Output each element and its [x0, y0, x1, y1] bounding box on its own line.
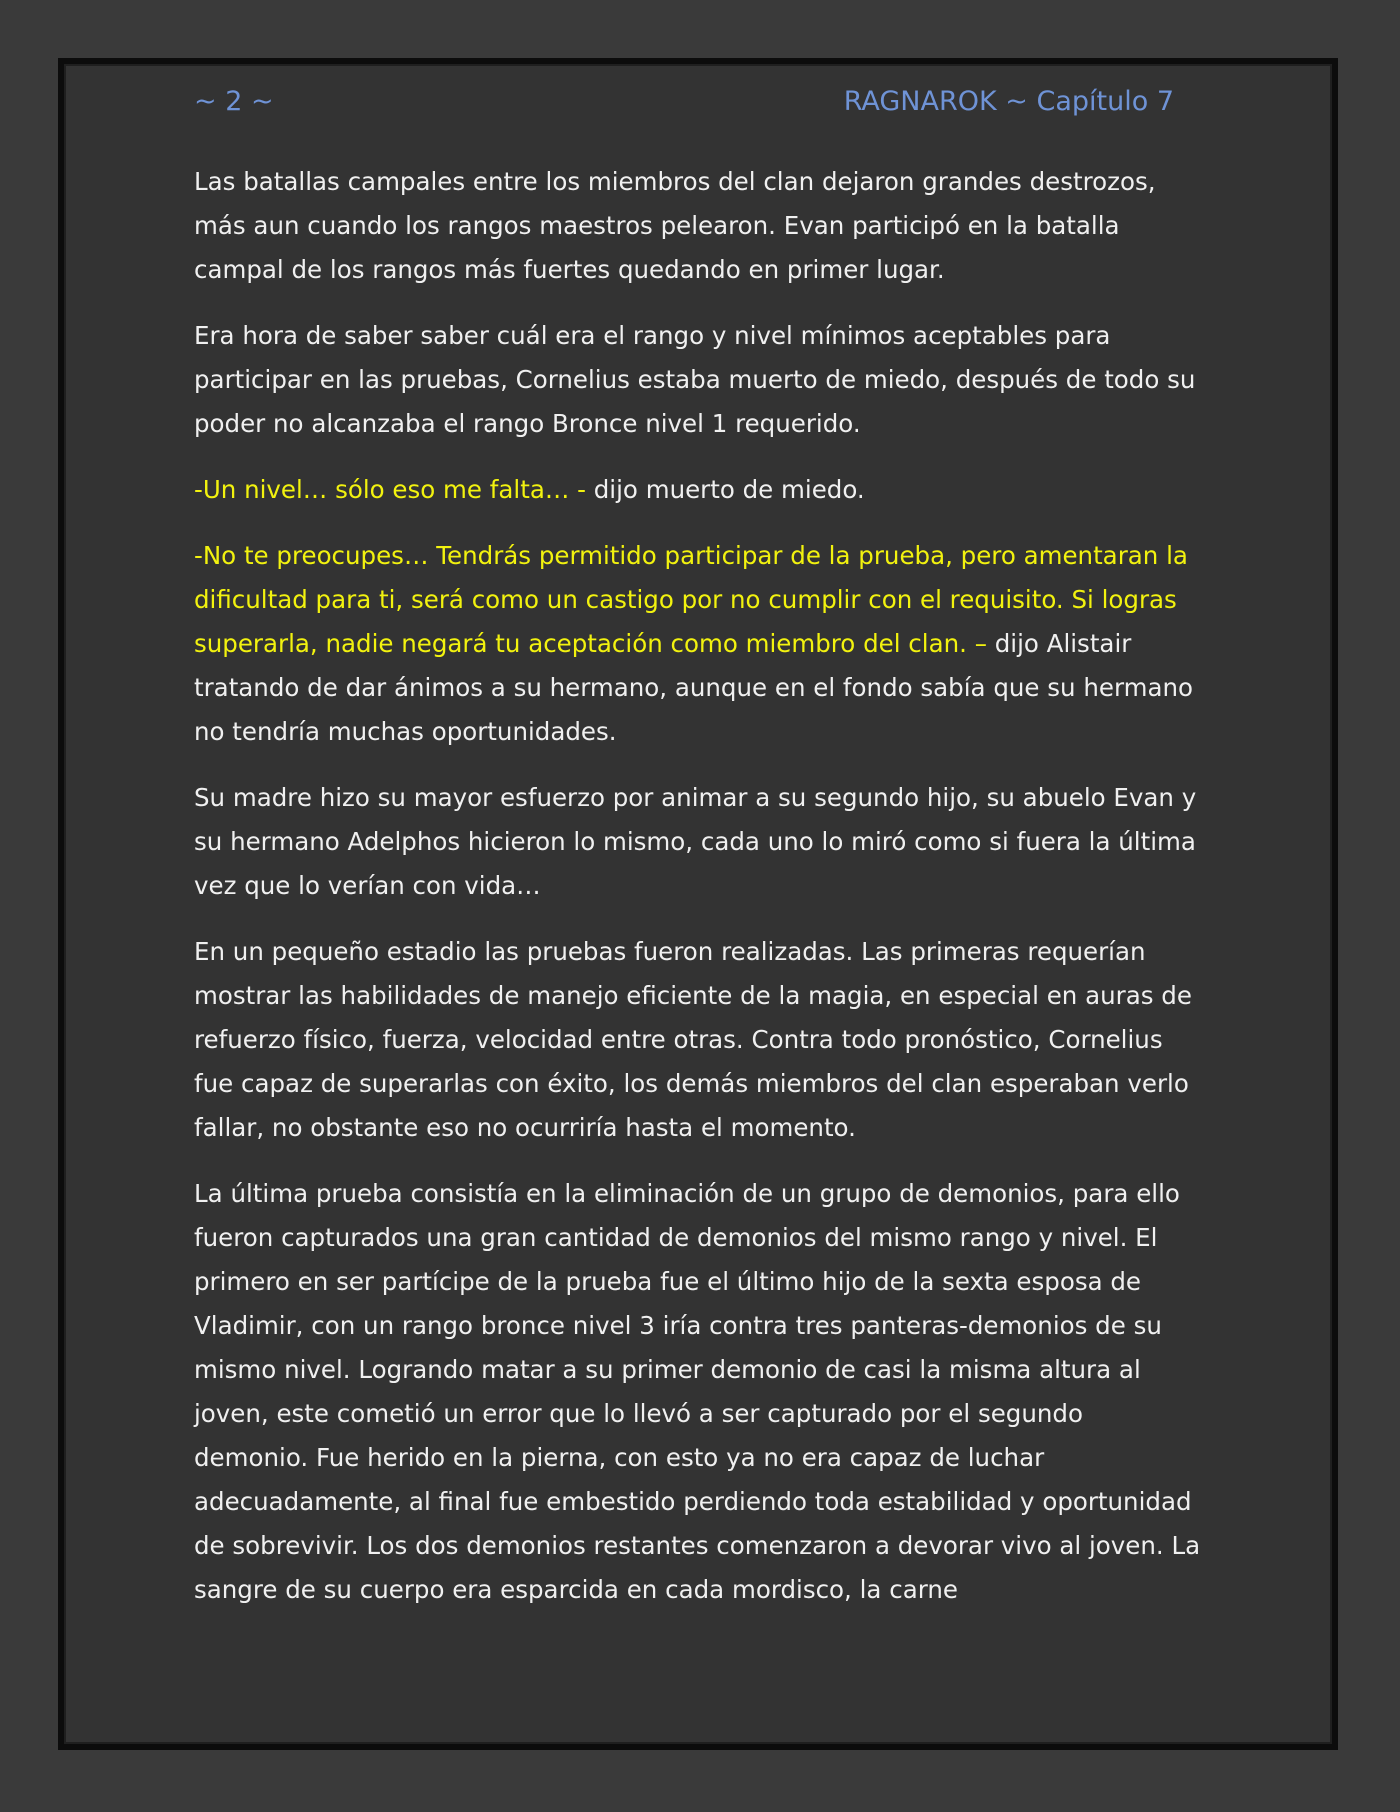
narration: La última prueba consistía en la eliminación de un grupo de demonios, para ello fueron capturados una gran cantidad de demonios del mismo rango y nivel. El primero en ser partícipe de la prueba fue el último hijo de la sexta esposa de Vladimir, con un rango bronce nivel 3 iría contra tres panteras-demonios de su mismo nivel. Logrando matar a su primer demonio de casi la misma altura al joven, este cometió un error que lo llevó a ser capturado por el segundo demonio. Fue herido en la pierna, con esto ya no era capaz de luchar adecuadamente, al final fue embestido perdiendo toda estabilidad y oportunidad de sobrevivir. Los dos demonios restantes comenzaron a devorar vivo al joven. La sangre de su cuerpo era esparcida en cada mordisco, la carne — [194, 1179, 1201, 1604]
running-title: RAGNAROK ~ Capítulo 7 — [843, 86, 1174, 117]
narration: Era hora de saber saber cuál era el rango y nivel mínimos aceptables para participar en las pruebas, Cornelius estaba muerto de miedo, después de todo su poder no alcanzaba el rango Bronce nivel 1 requerido. — [194, 321, 1196, 438]
paragraph-5 — [194, 776, 1204, 908]
dialogue: -Un nivel… sólo eso me falta… - — [194, 475, 586, 504]
paragraph-6 — [194, 930, 1204, 1150]
paragraph-1 — [194, 160, 1204, 292]
page-header — [194, 84, 1174, 120]
narration: En un pequeño estadio las pruebas fueron realizadas. Las primeras requerían mostrar las habilidades de manejo eficiente de la magia, en especial en auras de refuerzo físico, fuerza, velocidad entre otras. Contra todo pronóstico, Cornelius fue capaz de superarlas con éxito, los demás miembros del clan esperaban verlo fallar, no obstante eso no ocurriría hasta el momento. — [194, 937, 1192, 1142]
narration: dijo muerto de miedo. — [585, 475, 865, 504]
narration: dijo Alistair tratando de dar ánimos a su hermano, aunque en el fondo sabía que su hermano no tendría muchas oportunidades. — [194, 629, 1193, 746]
paragraph-2 — [194, 314, 1204, 446]
chapter-body — [194, 160, 1204, 1634]
dialogue: -No te preocupes… Tendrás permitido participar de la prueba, pero amentaran la dificultad para ti, será como un castigo por no cumplir con el requisito. Si logras superarla, nadie negará tu aceptación como miembro del clan. – — [194, 541, 1188, 658]
paragraph-3 — [194, 468, 1204, 512]
paragraph-4 — [194, 534, 1204, 754]
paragraph-7 — [194, 1172, 1204, 1612]
narration: Su madre hizo su mayor esfuerzo por animar a su segundo hijo, su abuelo Evan y su hermano Adelphos hicieron lo mismo, cada uno lo miró como si fuera la última vez que lo verían con vida… — [194, 783, 1197, 900]
narration: Las batallas campales entre los miembros del clan dejaron grandes destrozos, más aun cuando los rangos maestros pelearon. Evan participó en la batalla campal de los rangos más fuertes quedando en primer lugar. — [194, 167, 1156, 284]
page-number: ~ 2 ~ — [194, 86, 274, 117]
